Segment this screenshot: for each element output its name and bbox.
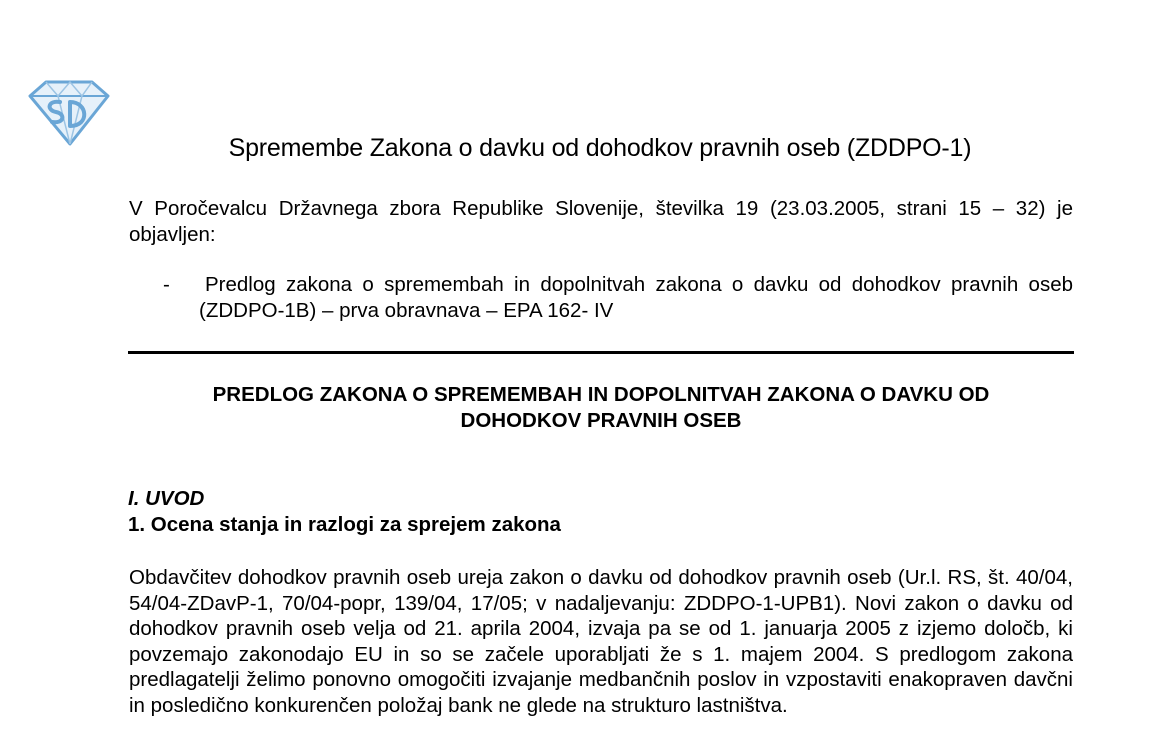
main-heading-line-2: DOHODKOV PRAVNIH OSEB [460,409,742,432]
bullet-item [129,272,1073,323]
document-title: Spremembe Zakona o davku od dohodkov pravnih oseb (ZDDPO-1) [228,134,972,162]
subsection-title: 1. Ocena stanja in razlogi za sprejem zakona [128,513,561,536]
horizontal-rule [128,351,1074,354]
body-paragraph: Obdavčitev dohodkov pravnih oseb ureja zakon o davku od dohodkov pravnih oseb (Ur.l. RS, št. 40/04, 54/04-ZDavP-1, 70/04-popr, 139/04, 17/05; v nadaljevanju: ZDDPO-1-UPB1). Novi zakon o davku od dohodkov pravnih oseb velja od 21. aprila 2004, izvaja pa se od 1. januarja 2005 z izjemo določb, ki povzemajo zakonodajo EU in so se začele uporabljati že s 1. majem 2004. S predlogom zakona predlagatelji želimo ponovno omogočiti izvajanje medbančnih poslov in vzpostaviti enakopraven davčni in posledično konkurenčen položaj bank ne glede na strukturo lastništva. [129,566,1073,717]
section-title: I. UVOD [128,487,205,510]
bullet-text: Predlog zakona o spremembah in dopolnitvah zakona o davku od dohodkov pravnih oseb (ZDDPO-1B) – prva obravnava – EPA 162- IV [199,273,1073,322]
bullet-dash: - [163,273,170,296]
intro-paragraph: V Poročevalcu Državnega zbora Republike Slovenije, številka 19 (23.03.2005, strani 15 – 32) je objavljen: [129,197,1073,246]
main-heading [129,382,1073,434]
main-heading-line-1: PREDLOG ZAKONA O SPREMEMBAH IN DOPOLNITVAH ZAKONA O DAVKU OD [212,383,990,406]
